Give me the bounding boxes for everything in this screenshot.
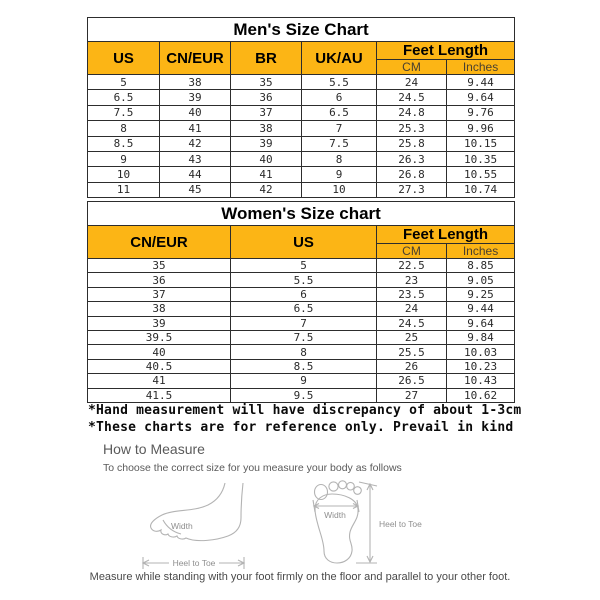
column-header-cn-eur: CN/EUR <box>160 42 231 75</box>
table-cell: 39.5 <box>88 330 231 344</box>
table-cell: 22.5 <box>377 259 447 273</box>
column-header-br: BR <box>231 42 302 75</box>
column-header-feet-length: Feet Length <box>377 42 515 60</box>
disclaimer-notes <box>88 402 521 436</box>
table-cell: 40 <box>231 151 302 166</box>
womens-table-title: Women's Size chart <box>88 202 515 226</box>
table-cell: 42 <box>160 136 231 151</box>
womens-table-row <box>88 330 515 344</box>
sole-outline <box>315 494 358 563</box>
table-cell: 40.5 <box>88 359 231 373</box>
table-cell: 8.5 <box>88 136 160 151</box>
table-cell: 11 <box>88 182 160 197</box>
womens-table-row <box>88 345 515 359</box>
table-cell: 9.64 <box>447 316 515 330</box>
table-cell: 23.5 <box>377 287 447 301</box>
table-cell: 38 <box>88 302 231 316</box>
table-cell: 24.5 <box>377 90 447 105</box>
table-cell: 5 <box>231 259 377 273</box>
table-cell: 37 <box>88 287 231 301</box>
mens-table-title: Men's Size Chart <box>88 18 515 42</box>
table-cell: 24.8 <box>377 105 447 120</box>
table-cell: 7.5 <box>302 136 377 151</box>
table-cell: 37 <box>231 105 302 120</box>
table-cell: 24 <box>377 302 447 316</box>
womens-table-row <box>88 287 515 301</box>
table-cell: 25.8 <box>377 136 447 151</box>
table-cell: 10.74 <box>447 182 515 197</box>
mens-table-row <box>88 182 515 197</box>
footprint-sketch <box>313 481 422 563</box>
table-cell: 41 <box>88 374 231 388</box>
column-header-us: US <box>231 226 377 259</box>
column-header-cn-eur: CN/EUR <box>88 226 231 259</box>
table-cell: 9.44 <box>447 75 515 90</box>
subcolumn-header-cm: CM <box>377 60 447 75</box>
how-to-measure-title: How to Measure <box>103 441 205 457</box>
mens-table-row <box>88 151 515 166</box>
table-cell: 35 <box>231 75 302 90</box>
table-cell: 36 <box>88 273 231 287</box>
table-cell: 35 <box>88 259 231 273</box>
table-cell: 27 <box>377 388 447 402</box>
table-cell: 43 <box>160 151 231 166</box>
table-cell: 6 <box>231 287 377 301</box>
table-cell: 8 <box>88 121 160 136</box>
table-cell: 9.05 <box>447 273 515 287</box>
table-cell: 10.55 <box>447 167 515 182</box>
mens-table-row <box>88 136 515 151</box>
table-cell: 8.5 <box>231 359 377 373</box>
table-cell: 9.84 <box>447 330 515 344</box>
toe <box>329 482 338 491</box>
table-cell: 10 <box>88 167 160 182</box>
width-label: Width <box>324 510 346 520</box>
table-cell: 6.5 <box>231 302 377 316</box>
heel-to-toe-label: Heel to Toe <box>379 519 422 529</box>
table-cell: 7.5 <box>231 330 377 344</box>
toe <box>339 481 347 489</box>
table-cell: 9.76 <box>447 105 515 120</box>
width-arrow <box>313 500 359 520</box>
womens-table-row <box>88 388 515 402</box>
mens-table-row <box>88 90 515 105</box>
table-cell: 25 <box>377 330 447 344</box>
foot-side-sketch <box>143 483 244 569</box>
table-cell: 8 <box>302 151 377 166</box>
column-header-uk-au: UK/AU <box>302 42 377 75</box>
table-cell: 10.43 <box>447 374 515 388</box>
table-cell: 24 <box>377 75 447 90</box>
subcolumn-header-inches: Inches <box>447 60 515 75</box>
table-cell: 26 <box>377 359 447 373</box>
table-cell: 10.35 <box>447 151 515 166</box>
toe <box>354 487 362 495</box>
table-cell: 5.5 <box>302 75 377 90</box>
table-cell: 44 <box>160 167 231 182</box>
heel-to-toe-arrow <box>356 482 422 563</box>
toe <box>347 482 355 490</box>
measure-caption: Measure while standing with your foot firmly on the floor and parallel to your other foot. <box>89 571 511 583</box>
womens-table-row <box>88 259 515 273</box>
table-cell: 7 <box>302 121 377 136</box>
note-line: *These charts are for reference only. Prevail in kind <box>88 420 514 435</box>
table-cell: 9 <box>231 374 377 388</box>
table-cell: 26.8 <box>377 167 447 182</box>
subcolumn-header-cm: CM <box>377 244 447 259</box>
table-cell: 10.23 <box>447 359 515 373</box>
womens-table-row <box>88 374 515 388</box>
table-cell: 9.44 <box>447 302 515 316</box>
table-cell: 40 <box>160 105 231 120</box>
mens-table-row <box>88 75 515 90</box>
womens-size-table <box>87 201 515 403</box>
womens-table-row <box>88 273 515 287</box>
table-cell: 5.5 <box>231 273 377 287</box>
table-cell: 41 <box>160 121 231 136</box>
table-cell: 5 <box>88 75 160 90</box>
table-cell: 23 <box>377 273 447 287</box>
table-cell: 9.64 <box>447 90 515 105</box>
table-cell: 6 <box>302 90 377 105</box>
table-cell: 9.96 <box>447 121 515 136</box>
table-cell: 41.5 <box>88 388 231 402</box>
mens-size-table <box>87 17 515 198</box>
table-cell: 39 <box>231 136 302 151</box>
mens-table-row <box>88 167 515 182</box>
table-cell: 41 <box>231 167 302 182</box>
womens-table-row <box>88 302 515 316</box>
note-line: *Hand measurement will have discrepancy of about 1-3cm <box>88 403 522 418</box>
table-cell: 24.5 <box>377 316 447 330</box>
table-cell: 10.15 <box>447 136 515 151</box>
table-cell: 10 <box>302 182 377 197</box>
table-cell: 39 <box>160 90 231 105</box>
width-label: Width <box>171 521 193 531</box>
table-cell: 7 <box>231 316 377 330</box>
table-cell: 8 <box>231 345 377 359</box>
table-cell: 27.3 <box>377 182 447 197</box>
table-cell: 10.62 <box>447 388 515 402</box>
table-cell: 42 <box>231 182 302 197</box>
table-cell: 25.5 <box>377 345 447 359</box>
foot-side-outline <box>151 483 243 541</box>
table-cell: 6.5 <box>88 90 160 105</box>
table-cell: 7.5 <box>88 105 160 120</box>
column-header-us: US <box>88 42 160 75</box>
heel-to-toe-arrow <box>143 557 244 569</box>
table-cell: 36 <box>231 90 302 105</box>
table-cell: 9.5 <box>231 388 377 402</box>
table-cell: 38 <box>160 75 231 90</box>
measurement-sketches <box>98 477 518 573</box>
table-cell: 8.85 <box>447 259 515 273</box>
table-cell: 26.5 <box>377 374 447 388</box>
column-header-feet-length: Feet Length <box>377 226 515 244</box>
table-cell: 9.25 <box>447 287 515 301</box>
womens-table-row <box>88 359 515 373</box>
mens-table-row <box>88 121 515 136</box>
table-cell: 38 <box>231 121 302 136</box>
womens-table-row <box>88 316 515 330</box>
how-to-measure-subtitle: To choose the correct size for you measure your body as follows <box>103 462 402 474</box>
table-cell: 39 <box>88 316 231 330</box>
subcolumn-header-inches: Inches <box>447 244 515 259</box>
table-cell: 6.5 <box>302 105 377 120</box>
table-cell: 10.03 <box>447 345 515 359</box>
table-cell: 40 <box>88 345 231 359</box>
mens-table-row <box>88 105 515 120</box>
table-cell: 26.3 <box>377 151 447 166</box>
heel-to-toe-label: Heel to Toe <box>172 558 216 568</box>
table-cell: 9 <box>88 151 160 166</box>
table-cell: 25.3 <box>377 121 447 136</box>
table-cell: 45 <box>160 182 231 197</box>
table-cell: 9 <box>302 167 377 182</box>
